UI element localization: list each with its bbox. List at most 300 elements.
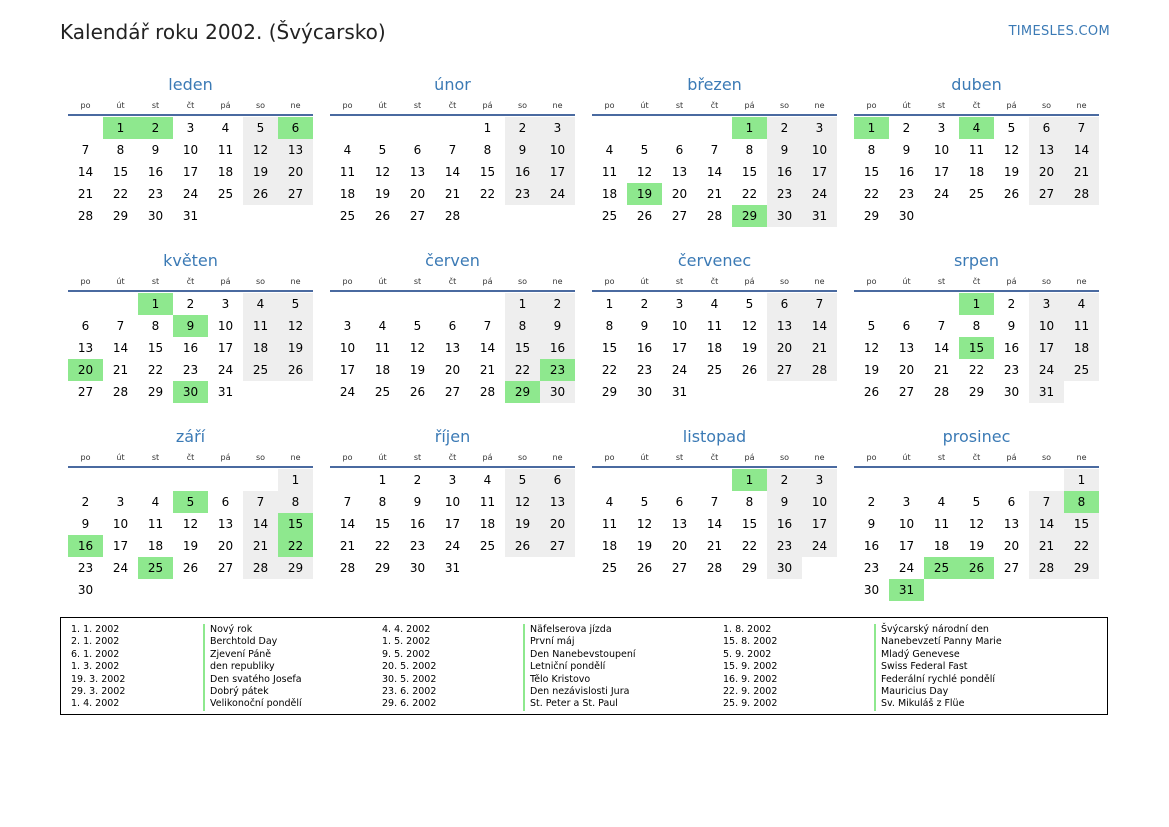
- weekday-label: čt: [186, 101, 195, 110]
- day-cell: 12: [863, 341, 880, 355]
- day-cell: 10: [339, 341, 356, 355]
- day-cell: 18: [968, 165, 985, 179]
- month-2: [330, 74, 575, 227]
- day-cell: 26: [741, 363, 758, 377]
- weekday-label: st: [675, 453, 684, 462]
- weekday-header: [592, 98, 837, 114]
- weekday-label: ne: [552, 277, 563, 286]
- day-grid: [592, 117, 837, 227]
- day-cell: 8: [278, 491, 313, 513]
- day-cell: 3: [116, 495, 125, 509]
- day-cell: 24: [802, 535, 837, 557]
- day-cell: 12: [1003, 143, 1020, 157]
- day-cell: 1: [505, 293, 540, 315]
- day-cell: 10: [933, 143, 950, 157]
- month-name: září: [175, 427, 206, 446]
- legend-holiday-name: Letniční pondělí: [523, 661, 636, 673]
- day-cell: 25: [243, 359, 278, 381]
- day-cell: 15: [112, 165, 129, 179]
- month-12: [854, 426, 1099, 601]
- legend-date: 6. 1. 2002: [71, 648, 120, 660]
- weekday-label: út: [116, 453, 125, 462]
- header-rule: [854, 466, 1099, 468]
- day-cell: 3: [937, 121, 946, 135]
- day-cell: 13: [671, 517, 688, 531]
- day-cell: 21: [339, 539, 356, 553]
- page-title: Kalendář roku 2002. (Švýcarsko): [60, 20, 386, 44]
- day-cell: 8: [972, 319, 981, 333]
- day-cell: 19: [968, 539, 985, 553]
- day-cell: 17: [540, 161, 575, 183]
- day-cell: 7: [1029, 491, 1064, 513]
- empty-cell: [103, 293, 138, 315]
- weekday-label: čt: [710, 277, 719, 286]
- day-cell: 8: [151, 319, 160, 333]
- weekday-label: st: [675, 277, 684, 286]
- day-grid: [854, 469, 1099, 601]
- empty-cell: [435, 117, 470, 139]
- empty-cell: [1029, 469, 1064, 491]
- weekday-label: čt: [448, 277, 457, 286]
- legend-date: 29. 3. 2002: [71, 686, 126, 698]
- weekday-header: [330, 450, 575, 466]
- day-cell: 5: [378, 143, 387, 157]
- day-cell: 25: [968, 187, 985, 201]
- day-cell: 17: [933, 165, 950, 179]
- weekday-label: út: [378, 453, 387, 462]
- month-11: [592, 426, 837, 579]
- day-cell: 4: [221, 121, 230, 135]
- legend-holiday-name: Swiss Federal Fast: [874, 661, 1002, 673]
- day-cell: 22: [741, 539, 758, 553]
- day-cell: 14: [933, 341, 950, 355]
- day-grid: [68, 469, 313, 601]
- day-cell: 8: [505, 315, 540, 337]
- empty-cell: [662, 117, 697, 139]
- day-cell: 17: [217, 341, 234, 355]
- empty-cell: [208, 469, 243, 491]
- legend-holiday-name: Nový rok: [203, 624, 302, 636]
- empty-cell: [400, 117, 435, 139]
- legend-holiday-name: St. Peter a St. Paul: [523, 698, 636, 710]
- day-cell: 19: [636, 539, 653, 553]
- header-rule: [854, 290, 1099, 292]
- day-cell: 22: [374, 539, 391, 553]
- day-cell: 12: [505, 491, 540, 513]
- day-cell: 13: [898, 341, 915, 355]
- day-cell: 14: [706, 517, 723, 531]
- weekday-header: [854, 274, 1099, 290]
- legend-date: 29. 6. 2002: [382, 698, 437, 710]
- day-cell: 4: [1064, 293, 1099, 315]
- holiday-day-cell: 23: [540, 359, 575, 381]
- header-rule: [854, 114, 1099, 116]
- day-cell: 16: [767, 513, 802, 535]
- day-cell: 17: [112, 539, 129, 553]
- legend-date: 30. 5. 2002: [382, 673, 437, 685]
- day-cell: 16: [636, 341, 653, 355]
- header-rule: [330, 114, 575, 116]
- day-cell: 8: [867, 143, 876, 157]
- legend-holiday-name: Zjevení Páně: [203, 649, 302, 661]
- day-cell: 29: [147, 385, 164, 399]
- day-cell: 28: [933, 385, 950, 399]
- day-cell: 13: [1003, 517, 1020, 531]
- holiday-day-cell: 1: [959, 293, 994, 315]
- day-cell: 21: [706, 187, 723, 201]
- day-cell: 18: [339, 187, 356, 201]
- day-cell: 25: [217, 187, 234, 201]
- holiday-day-cell: 9: [173, 315, 208, 337]
- empty-cell: [330, 469, 365, 491]
- day-grid: [854, 293, 1099, 403]
- day-cell: 15: [479, 165, 496, 179]
- day-cell: 15: [741, 517, 758, 531]
- day-cell: 7: [81, 143, 90, 157]
- day-cell: 21: [479, 363, 496, 377]
- day-cell: 16: [898, 165, 915, 179]
- day-cell: 9: [81, 517, 90, 531]
- day-cell: 21: [243, 535, 278, 557]
- day-cell: 16: [540, 337, 575, 359]
- weekday-label: so: [1041, 453, 1052, 462]
- weekday-label: čt: [186, 277, 195, 286]
- day-cell: 12: [968, 517, 985, 531]
- day-cell: 11: [339, 165, 356, 179]
- day-cell: 26: [636, 209, 653, 223]
- day-cell: 13: [767, 315, 802, 337]
- weekday-header: [854, 98, 1099, 114]
- weekday-label: pá: [744, 101, 755, 110]
- day-cell: 31: [182, 209, 199, 223]
- holiday-day-cell: 1: [732, 469, 767, 491]
- day-cell: 27: [767, 359, 802, 381]
- month-7: [592, 250, 837, 403]
- weekday-label: ne: [290, 277, 301, 286]
- day-cell: 12: [243, 139, 278, 161]
- day-grid: [330, 293, 575, 403]
- holiday-day-cell: 15: [959, 337, 994, 359]
- legend-date: 5. 9. 2002: [723, 648, 772, 660]
- day-cell: 31: [671, 385, 688, 399]
- day-cell: 2: [540, 293, 575, 315]
- holiday-day-cell: 2: [138, 117, 173, 139]
- day-cell: 22: [968, 363, 985, 377]
- weekday-label: ne: [1076, 453, 1087, 462]
- day-cell: 4: [605, 143, 614, 157]
- day-cell: 25: [601, 209, 618, 223]
- empty-cell: [173, 469, 208, 491]
- day-cell: 5: [505, 469, 540, 491]
- legend-holiday-name: Dobrý pátek: [203, 686, 302, 698]
- day-cell: 19: [863, 363, 880, 377]
- weekday-label: po: [604, 101, 615, 110]
- day-cell: 12: [636, 165, 653, 179]
- day-cell: 3: [902, 495, 911, 509]
- weekday-label: st: [413, 453, 422, 462]
- month-name: leden: [168, 75, 213, 94]
- day-cell: 26: [243, 183, 278, 205]
- holiday-day-cell: 26: [959, 557, 994, 579]
- day-cell: 30: [540, 381, 575, 403]
- day-cell: 27: [1029, 183, 1064, 205]
- weekday-label: ne: [552, 453, 563, 462]
- weekday-header: [68, 450, 313, 466]
- day-cell: 26: [1003, 187, 1020, 201]
- header-rule: [68, 466, 313, 468]
- legend-dates-col-2: [382, 624, 436, 711]
- day-cell: 31: [802, 205, 837, 227]
- day-cell: 31: [444, 561, 461, 575]
- legend-holiday-name: den republiky: [203, 661, 302, 673]
- day-cell: 9: [413, 495, 422, 509]
- day-cell: 2: [1007, 297, 1016, 311]
- day-cell: 5: [640, 143, 649, 157]
- day-cell: 18: [706, 341, 723, 355]
- day-cell: 14: [112, 341, 129, 355]
- weekday-label: pá: [220, 277, 231, 286]
- weekday-label: ne: [814, 453, 825, 462]
- weekday-label: pá: [744, 277, 755, 286]
- empty-cell: [924, 293, 959, 315]
- day-cell: 6: [413, 143, 422, 157]
- day-cell: 3: [802, 117, 837, 139]
- day-cell: 2: [902, 121, 911, 135]
- empty-cell: [854, 293, 889, 315]
- empty-cell: [103, 469, 138, 491]
- day-cell: 20: [671, 187, 688, 201]
- day-cell: 4: [151, 495, 160, 509]
- weekday-label: út: [640, 453, 649, 462]
- weekday-label: ne: [1076, 277, 1087, 286]
- weekday-label: pá: [220, 101, 231, 110]
- empty-cell: [470, 293, 505, 315]
- legend-holiday-name: Federální rychlé pondělí: [874, 674, 1002, 686]
- day-cell: 19: [741, 341, 758, 355]
- empty-cell: [330, 117, 365, 139]
- day-cell: 24: [802, 183, 837, 205]
- weekday-label: pá: [482, 453, 493, 462]
- day-cell: 17: [182, 165, 199, 179]
- day-cell: 5: [1007, 121, 1016, 135]
- weekday-label: po: [342, 277, 353, 286]
- day-cell: 28: [339, 561, 356, 575]
- day-cell: 13: [278, 139, 313, 161]
- weekday-label: po: [80, 277, 91, 286]
- legend-holiday-name: Den Nanebevstoupení: [523, 649, 636, 661]
- day-cell: 14: [1029, 513, 1064, 535]
- day-cell: 28: [77, 209, 94, 223]
- day-cell: 3: [540, 117, 575, 139]
- weekday-label: út: [116, 101, 125, 110]
- weekday-label: po: [866, 277, 877, 286]
- day-cell: 3: [343, 319, 352, 333]
- month-3: [592, 74, 837, 227]
- day-cell: 21: [802, 337, 837, 359]
- day-cell: 22: [741, 187, 758, 201]
- day-cell: 27: [444, 385, 461, 399]
- legend-date: 9. 5. 2002: [382, 648, 431, 660]
- day-cell: 30: [409, 561, 426, 575]
- empty-cell: [592, 117, 627, 139]
- day-cell: 10: [540, 139, 575, 161]
- day-cell: 22: [147, 363, 164, 377]
- legend-holiday-name: Švýcarský národní den: [874, 624, 1002, 636]
- day-cell: 27: [898, 385, 915, 399]
- day-cell: 16: [505, 161, 540, 183]
- day-cell: 9: [902, 143, 911, 157]
- day-cell: 19: [1003, 165, 1020, 179]
- legend-holiday-name: Tělo Kristovo: [523, 674, 636, 686]
- day-cell: 10: [182, 143, 199, 157]
- legend-names-col-2: [523, 624, 636, 711]
- day-cell: 20: [409, 187, 426, 201]
- day-cell: 5: [745, 297, 754, 311]
- weekday-label: út: [378, 277, 387, 286]
- header-rule: [592, 114, 837, 116]
- day-cell: 22: [863, 187, 880, 201]
- day-cell: 5: [867, 319, 876, 333]
- weekday-label: so: [517, 277, 528, 286]
- holiday-day-cell: 1: [138, 293, 173, 315]
- weekday-header: [592, 274, 837, 290]
- day-cell: 11: [374, 341, 391, 355]
- day-cell: 30: [898, 209, 915, 223]
- weekday-label: so: [1041, 101, 1052, 110]
- day-cell: 7: [483, 319, 492, 333]
- month-1: [68, 74, 313, 227]
- day-cell: 16: [863, 539, 880, 553]
- holiday-day-cell: 31: [889, 579, 924, 601]
- weekday-label: st: [151, 277, 160, 286]
- holiday-day-cell: 29: [732, 205, 767, 227]
- day-cell: 1: [278, 469, 313, 491]
- day-cell: 19: [374, 187, 391, 201]
- day-cell: 11: [243, 315, 278, 337]
- day-cell: 9: [867, 517, 876, 531]
- empty-cell: [138, 469, 173, 491]
- day-cell: 10: [802, 491, 837, 513]
- day-cell: 26: [505, 535, 540, 557]
- day-cell: 6: [902, 319, 911, 333]
- weekday-label: st: [151, 453, 160, 462]
- day-cell: 29: [1064, 557, 1099, 579]
- weekday-label: pá: [1006, 101, 1017, 110]
- day-cell: 24: [933, 187, 950, 201]
- day-cell: 26: [278, 359, 313, 381]
- legend-date: 15. 9. 2002: [723, 661, 778, 673]
- day-cell: 3: [1029, 293, 1064, 315]
- month-name: květen: [163, 251, 218, 270]
- legend-holiday-name: První máj: [523, 636, 636, 648]
- day-cell: 30: [77, 583, 94, 597]
- day-cell: 23: [505, 183, 540, 205]
- weekday-label: po: [604, 453, 615, 462]
- day-cell: 6: [1007, 495, 1016, 509]
- day-cell: 12: [278, 315, 313, 337]
- month-name: říjen: [434, 427, 471, 446]
- day-cell: 10: [898, 517, 915, 531]
- legend-holiday-name: Mladý Genevese: [874, 649, 1002, 661]
- day-cell: 16: [1003, 341, 1020, 355]
- day-cell: 15: [147, 341, 164, 355]
- day-cell: 4: [605, 495, 614, 509]
- weekday-label: po: [604, 277, 615, 286]
- weekday-label: st: [937, 101, 946, 110]
- day-cell: 24: [182, 187, 199, 201]
- day-cell: 30: [767, 205, 802, 227]
- weekday-header: [68, 98, 313, 114]
- day-cell: 7: [243, 491, 278, 513]
- day-cell: 27: [77, 385, 94, 399]
- day-cell: 8: [483, 143, 492, 157]
- day-cell: 3: [448, 473, 457, 487]
- month-name: červen: [425, 251, 480, 270]
- empty-cell: [889, 469, 924, 491]
- header-rule: [68, 114, 313, 116]
- weekday-label: čt: [710, 101, 719, 110]
- day-cell: 19: [278, 337, 313, 359]
- holiday-day-cell: 8: [1064, 491, 1099, 513]
- day-cell: 24: [898, 561, 915, 575]
- legend-holiday-name: Sv. Mikuláš z Flüe: [874, 698, 1002, 710]
- month-9: [68, 426, 313, 601]
- day-cell: 12: [182, 517, 199, 531]
- day-cell: 18: [147, 539, 164, 553]
- site-link[interactable]: TIMESLES.COM: [1008, 24, 1110, 39]
- day-cell: 25: [479, 539, 496, 553]
- empty-cell: [68, 293, 103, 315]
- day-cell: 15: [863, 165, 880, 179]
- weekday-label: pá: [482, 101, 493, 110]
- empty-cell: [627, 117, 662, 139]
- month-4: [854, 74, 1099, 227]
- day-cell: 31: [1029, 381, 1064, 403]
- day-cell: 11: [968, 143, 985, 157]
- month-name: prosinec: [942, 427, 1011, 446]
- day-cell: 17: [339, 363, 356, 377]
- day-cell: 3: [802, 469, 837, 491]
- day-cell: 3: [221, 297, 230, 311]
- day-cell: 20: [1003, 539, 1020, 553]
- day-cell: 13: [444, 341, 461, 355]
- day-cell: 23: [767, 183, 802, 205]
- day-cell: 24: [339, 385, 356, 399]
- day-cell: 2: [81, 495, 90, 509]
- weekday-label: ne: [1076, 101, 1087, 110]
- day-cell: 5: [640, 495, 649, 509]
- legend-date: 2. 1. 2002: [71, 636, 120, 648]
- day-cell: 13: [540, 491, 575, 513]
- day-cell: 23: [182, 363, 199, 377]
- day-cell: 22: [505, 359, 540, 381]
- empty-cell: [592, 469, 627, 491]
- day-grid: [68, 293, 313, 403]
- legend-holiday-name: Den svatého Josefa: [203, 674, 302, 686]
- day-cell: 8: [745, 143, 754, 157]
- day-cell: 9: [767, 491, 802, 513]
- day-cell: 21: [112, 363, 129, 377]
- empty-cell: [854, 469, 889, 491]
- day-cell: 21: [77, 187, 94, 201]
- weekday-label: út: [640, 101, 649, 110]
- legend-date: 25. 9. 2002: [723, 698, 778, 710]
- weekday-header: [854, 450, 1099, 466]
- day-cell: 7: [116, 319, 125, 333]
- day-cell: 17: [802, 513, 837, 535]
- legend-date: 23. 6. 2002: [382, 686, 437, 698]
- day-cell: 12: [741, 319, 758, 333]
